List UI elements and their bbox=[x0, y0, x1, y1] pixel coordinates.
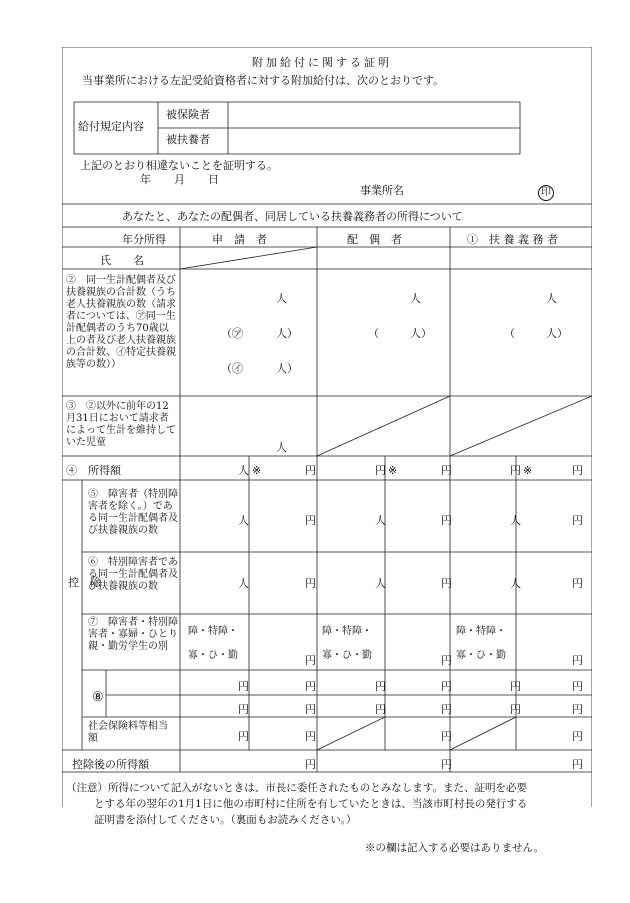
notes-line2: とする年の翌年の1月1日に他の市町村に住所を有していたときは、当該市町村長の発行する bbox=[94, 798, 528, 810]
row7-label: ⑦ 障害者・特別障害者・寡婦・ひとり親・勤労学生の別 bbox=[88, 617, 178, 652]
row8b-supporter-yen1: 円 bbox=[510, 703, 521, 716]
insurance-applicant-yen2: 円 bbox=[305, 730, 316, 743]
grid-line-33 bbox=[180, 247, 317, 269]
certificate-intro: 当事業所における左記受給資格者に対する附加給付は、次のとおりです。 bbox=[82, 74, 445, 87]
office-label: 事業所名 bbox=[360, 184, 404, 197]
after-supporter-yen: 円 bbox=[572, 758, 583, 771]
year-income-label: 年分所得 bbox=[122, 233, 166, 246]
insurance-label: 社会保険料等相当額 bbox=[88, 721, 168, 744]
grid-line-35 bbox=[450, 396, 592, 456]
grid-line-37 bbox=[450, 717, 516, 750]
notes-label: （注意） bbox=[66, 782, 108, 794]
row2-spouse-unit: 人 bbox=[410, 292, 421, 305]
row8-label: ⑧ bbox=[92, 690, 104, 705]
row5-supporter-yen: 円 bbox=[572, 514, 583, 527]
row3-applicant-unit: 人 bbox=[276, 441, 287, 454]
row4-label: ④ 所得額 bbox=[66, 464, 121, 477]
row6-label: ⑥ 特別障害者である同一生計配偶者及び扶養親族の数 bbox=[88, 557, 178, 592]
dependent-label: 被扶養者 bbox=[166, 133, 210, 146]
row5-spouse-yen: 円 bbox=[441, 514, 452, 527]
row7-applicant-cat2: 寡・ひ・勤 bbox=[188, 650, 238, 661]
footer-note: ※の欄は記入する必要はありません。 bbox=[365, 842, 545, 854]
after-label: 控除後の所得額 bbox=[72, 758, 149, 771]
row4-applicant-kome-unit: 円 bbox=[305, 464, 316, 477]
certificate-form bbox=[62, 47, 592, 807]
row2-applicant-sub-b-close: 人） bbox=[276, 362, 298, 375]
insurance-applicant-yen1: 円 bbox=[238, 730, 249, 743]
benefit-label: 給付規定内容 bbox=[78, 120, 144, 133]
row2-supporter-unit: 人 bbox=[546, 292, 557, 305]
supporter-header: ① 扶 養 義 務 者 bbox=[467, 233, 558, 246]
insured-label: 被保険者 bbox=[166, 108, 210, 121]
income-heading: あなたと、あなたの配偶者、同居している扶養義務者の所得について bbox=[122, 210, 463, 223]
row8b-supporter-yen2: 円 bbox=[572, 703, 583, 716]
date-year: 年 bbox=[140, 173, 151, 186]
row8a-spouse-yen1: 円 bbox=[375, 680, 386, 693]
row4-spouse-unit: 円 bbox=[375, 464, 386, 477]
row4-supporter-unit: 円 bbox=[510, 464, 521, 477]
row8b-applicant-yen1: 円 bbox=[238, 703, 249, 716]
grid-line-34 bbox=[317, 396, 450, 456]
row7-spouse-yen: 円 bbox=[441, 654, 452, 667]
row6-supporter-unit: 人 bbox=[510, 577, 521, 590]
row6-supporter-yen: 円 bbox=[572, 577, 583, 590]
seal-mark: 印 bbox=[538, 185, 554, 201]
row8a-applicant-yen1: 円 bbox=[238, 680, 249, 693]
row5-label: ⑤ 障害者（特別障害者を除く。）である同一生計配偶者及び扶養親族の数 bbox=[88, 489, 178, 536]
row2-supporter-close: 人） bbox=[546, 327, 568, 340]
row2-label: ② 同一生計配偶者及び扶養親族の合計数（うち老人扶養親族の数（請求者については、㋐同一生計配偶者のうち70歳以上の者及び老人扶養親族の合計数、㋑特定扶養親族等の数）） bbox=[66, 275, 176, 370]
row8a-supporter-yen1: 円 bbox=[510, 680, 521, 693]
row2-applicant-unit: 人 bbox=[276, 292, 287, 305]
row5-supporter-unit: 人 bbox=[510, 514, 521, 527]
row5-applicant-unit: 人 bbox=[238, 514, 249, 527]
row4-spouse-kome-unit: 円 bbox=[441, 464, 452, 477]
row7-supporter-yen: 円 bbox=[572, 654, 583, 667]
spouse-header: 配 偶 者 bbox=[347, 233, 402, 246]
row8a-applicant-yen2: 円 bbox=[305, 680, 316, 693]
applicant-header: 申 請 者 bbox=[212, 233, 267, 246]
row4-spouse-kome: ※ bbox=[388, 464, 398, 477]
row6-applicant-unit: 人 bbox=[238, 577, 249, 590]
row8b-spouse-yen2: 円 bbox=[441, 703, 452, 716]
date-month: 月 bbox=[174, 173, 185, 186]
notes-line1: 所得について記入がないときは、市長に委任されたものとみなします。また、証明を必要 bbox=[108, 782, 527, 794]
insurance-spouse-yen: 円 bbox=[441, 730, 452, 743]
row5-spouse-unit: 人 bbox=[375, 514, 386, 527]
row4-applicant-unit: 人 bbox=[238, 464, 249, 477]
row7-applicant-cat1: 障・特障・ bbox=[188, 626, 238, 637]
row3-label: ③ ②以外に前年の12月31日において請求者によって生計を維持していた児童 bbox=[66, 401, 176, 448]
row4-supporter-kome-unit: 円 bbox=[572, 464, 583, 477]
row7-spouse-cat2: 寡・ひ・勤 bbox=[322, 650, 372, 661]
notes-line3: 証明書を添付してください。（裏面もお読みください。） bbox=[94, 814, 357, 826]
row2-applicant-sub-b: （㋑ bbox=[221, 362, 243, 375]
row7-spouse-cat1: 障・特障・ bbox=[322, 626, 372, 637]
row7-supporter-cat1: 障・特障・ bbox=[456, 626, 506, 637]
row6-applicant-yen: 円 bbox=[305, 577, 316, 590]
row8a-supporter-yen2: 円 bbox=[572, 680, 583, 693]
row8b-spouse-yen1: 円 bbox=[375, 703, 386, 716]
row4-supporter-kome: ※ bbox=[523, 464, 533, 477]
row6-spouse-unit: 人 bbox=[375, 577, 386, 590]
attest-text: 上記のとおり相違ないことを証明する。 bbox=[80, 159, 278, 172]
after-spouse-yen: 円 bbox=[441, 758, 452, 771]
after-applicant-yen: 円 bbox=[305, 758, 316, 771]
row4-applicant-kome: ※ bbox=[252, 464, 262, 477]
name-label: 氏 名 bbox=[100, 254, 144, 267]
row2-spouse-open: （ bbox=[368, 327, 379, 340]
row2-spouse-close: 人） bbox=[410, 327, 432, 340]
insurance-supporter-yen: 円 bbox=[572, 730, 583, 743]
row2-applicant-sub-a-close: 人） bbox=[276, 327, 298, 340]
row8a-spouse-yen2: 円 bbox=[441, 680, 452, 693]
row7-supporter-cat2: 寡・ひ・勤 bbox=[456, 650, 506, 661]
row5-applicant-yen: 円 bbox=[305, 514, 316, 527]
deduction-label-top: 控 除 bbox=[68, 576, 101, 589]
grid-line-36 bbox=[317, 717, 385, 750]
certificate-title: 附加給付に関する証明 bbox=[252, 56, 392, 69]
row2-supporter-open: （ bbox=[504, 327, 515, 340]
row6-spouse-yen: 円 bbox=[441, 577, 452, 590]
date-day: 日 bbox=[208, 173, 219, 186]
row2-applicant-sub-a: （㋐ bbox=[221, 327, 243, 340]
row8b-applicant-yen2: 円 bbox=[305, 703, 316, 716]
row7-applicant-yen: 円 bbox=[305, 654, 316, 667]
